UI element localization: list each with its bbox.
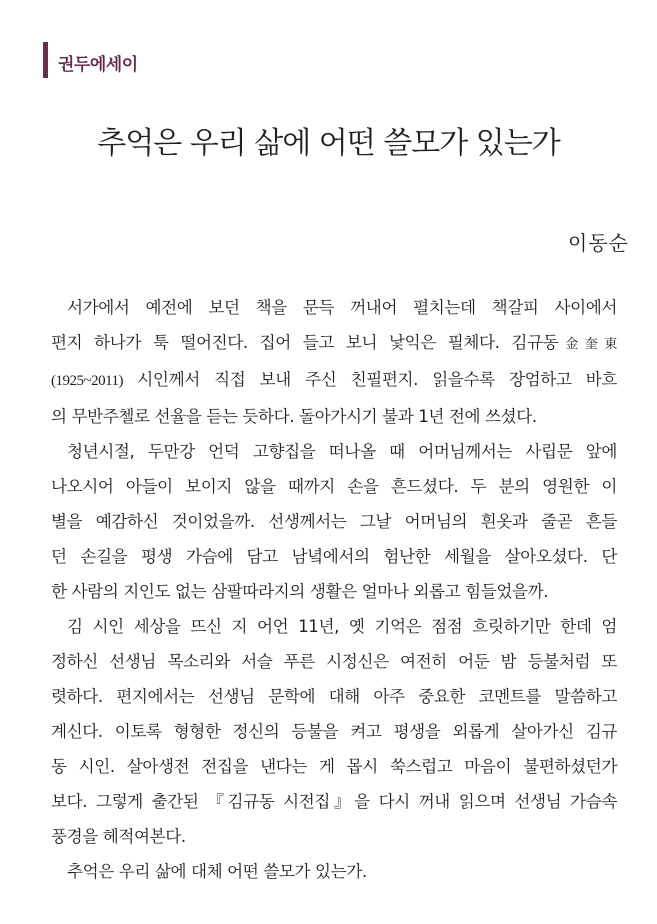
body-line: 정하신 선생님 목소리와 서슬 푸른 시정신은 여전히 어둔 밤 등불처럼 또 [51, 652, 617, 671]
body-line: 한 사람의 지인도 없는 삼팔따라지의 생활은 얼마나 외롭고 힘들었을까. [51, 582, 549, 601]
section-header [43, 42, 138, 78]
body-line: 풍경을 헤적여본다. [51, 827, 186, 846]
body-line: 나오시어 아들이 보이지 않을 때까지 손을 흔드셨다. 두 분의 영원한 이 [51, 477, 617, 496]
body-line [51, 362, 617, 399]
hanja-name: 金奎東 [558, 337, 617, 352]
body-line: 의 무반주첼로 선율을 듣는 듯하다. 돌아가시기 불과 1년 전에 쓰셨다. [51, 407, 537, 426]
article-title: 추억은 우리 삶에 어떤 쓸모가 있는가 [97, 126, 560, 161]
body-line-text: 시인께서 직접 보내 주신 친필편지. 읽을수록 장엄하고 바흐 [123, 370, 617, 389]
life-years: (1925~2011) [51, 373, 124, 389]
body-line: 서가에서 예전에 보던 책을 문득 꺼내어 펼치는데 책갈피 사이에서 [67, 298, 617, 317]
section-accent-bar [43, 42, 48, 78]
body-line: 보다. 그렇게 출간된 『김규동 시전집』을 다시 꺼내 읽으며 선생님 가슴속 [51, 792, 617, 811]
article-body [51, 290, 617, 889]
body-line: 계신다. 이토록 형형한 정신의 등불을 켜고 평생을 외롭게 살아가신 김규 [51, 722, 617, 741]
section-label: 권두에세이 [58, 54, 138, 75]
body-line: 별을 예감하신 것이었을까. 선생께서는 그날 어머님의 흰옷과 줄곧 흔들 [51, 512, 617, 531]
body-line: 던 손길을 평생 가슴에 담고 남녘에서의 험난한 세월을 살아오셨다. 단 [51, 547, 617, 566]
body-line: 청년시절, 두만강 언덕 고향집을 떠나올 때 어머님께서는 사립문 앞에 [67, 442, 617, 461]
body-line: 렷하다. 편지에서는 선생님 문학에 대해 아주 중요한 코멘트를 말씀하고 [51, 687, 617, 706]
body-line-text: 편지 하나가 툭 떨어진다. 집어 들고 보니 낯익은 필체다. 김규동 [51, 333, 559, 352]
body-line: 추억은 우리 삶에 대체 어떤 쓸모가 있는가. [67, 862, 367, 881]
article-author: 이동순 [568, 231, 629, 255]
body-line: 김 시인 세상을 뜨신 지 어언 11년, 옛 기억은 점점 흐릿하기만 한데 엄 [67, 617, 617, 636]
body-line [51, 325, 617, 362]
body-line: 동 시인. 살아생전 전집을 낸다는 게 몹시 쑥스럽고 마음이 불편하셨던가 [51, 757, 617, 776]
